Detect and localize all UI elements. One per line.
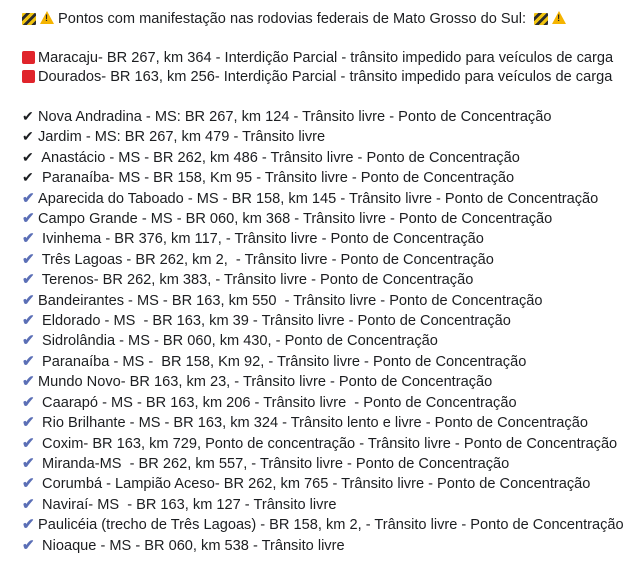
interdiction-list — [22, 49, 636, 88]
status-point-text: Jardim - MS: BR 267, km 479 - Trânsito livre — [38, 129, 326, 146]
status-point-text: Corumbá - Lampião Aceso- BR 262, km 765 - Trânsito livre - Ponto de Concentração — [38, 476, 591, 493]
warning-icon — [552, 11, 566, 24]
status-point-item — [22, 352, 636, 372]
status-point-item — [22, 107, 636, 127]
red-square-icon — [22, 51, 35, 64]
interdiction-text: Dourados- BR 163, km 256- Interdição Parcial - trânsito impedido para veículos de carga — [38, 69, 613, 86]
status-point-item — [22, 372, 636, 392]
warning-icon — [40, 11, 54, 24]
blue-check-icon: ✔ — [22, 189, 35, 207]
interdiction-item — [22, 68, 636, 87]
status-point-item — [22, 331, 636, 351]
status-point-text: Nova Andradina - MS: BR 267, km 124 - Trânsito livre - Ponto de Concentração — [38, 109, 552, 125]
status-point-text: Caarapó - MS - BR 163, km 206 - Trânsito livre - Ponto de Concentração — [38, 394, 517, 411]
blue-check-icon: ✔ — [22, 332, 35, 350]
status-point-item — [22, 148, 636, 168]
status-point-text: Sidrolândia - MS - BR 060, km 430, - Ponto de Concentração — [38, 333, 438, 350]
status-point-text: Mundo Novo- BR 163, km 23, - Trânsito livre - Ponto de Concentração — [38, 374, 493, 391]
status-point-text: Aparecida do Taboado - MS - BR 158, km 145 - Trânsito livre - Ponto de Concentração — [38, 190, 599, 207]
status-point-item — [22, 515, 626, 535]
status-point-item — [22, 127, 636, 147]
blue-check-icon: ✔ — [22, 291, 35, 309]
status-point-text: Eldorado - MS - BR 163, km 39 - Trânsito livre - Ponto de Concentração — [38, 313, 511, 330]
interdiction-item — [22, 49, 636, 68]
status-point-item — [22, 474, 636, 494]
status-point-item — [22, 291, 636, 311]
status-point-item — [22, 413, 636, 433]
blue-check-icon: ✔ — [22, 475, 35, 493]
header-line — [22, 10, 636, 29]
status-point-item — [22, 189, 636, 209]
blue-check-icon: ✔ — [22, 393, 35, 411]
status-point-text: Coxim- BR 163, km 729, Ponto de concentração - Trânsito livre - Ponto de Concentração — [38, 435, 618, 452]
status-point-item — [22, 270, 636, 290]
blue-check-icon: ✔ — [22, 352, 35, 370]
status-point-item — [22, 168, 636, 188]
status-point-text: Nioaque - MS - BR 060, km 538 - Trânsito livre — [38, 537, 345, 554]
blue-check-icon: ✔ — [22, 230, 35, 248]
status-point-item — [22, 536, 636, 556]
check-mark-icon: ✔ — [22, 148, 34, 165]
check-mark-icon: ✔ — [22, 128, 34, 145]
status-point-item — [22, 495, 636, 515]
construction-barrier-icon — [534, 13, 548, 25]
status-point-list — [22, 107, 636, 556]
status-point-text: Campo Grande - MS - BR 060, km 368 - Trânsito livre - Ponto de Concentração — [38, 211, 553, 228]
blue-check-icon: ✔ — [22, 495, 35, 513]
status-point-item — [22, 229, 636, 249]
interdiction-text: Maracaju- BR 267, km 364 - Interdição Parcial - trânsito impedido para veículos de carga — [38, 49, 614, 66]
header-text: Pontos com manifestação nas rodovias federais de Mato Grosso do Sul: — [58, 11, 527, 27]
status-point-item — [22, 250, 636, 270]
status-point-item — [22, 454, 636, 474]
status-point-item — [22, 209, 636, 229]
status-point-text: Anastácio - MS - BR 262, km 486 - Trânsito livre - Ponto de Concentração — [38, 149, 520, 166]
status-point-text: Paranaíba- MS - BR 158, Km 95 - Trânsito livre - Ponto de Concentração — [38, 170, 515, 187]
status-point-item — [22, 393, 636, 413]
status-point-text: Terenos- BR 262, km 383, - Trânsito livre - Ponto de Concentração — [38, 272, 474, 289]
red-square-icon — [22, 70, 35, 83]
status-point-text: Ivinhema - BR 376, km 117, - Trânsito livre - Ponto de Concentração — [38, 231, 484, 248]
blue-check-icon: ✔ — [22, 373, 35, 391]
check-mark-icon: ✔ — [22, 108, 34, 124]
status-point-text: Bandeirantes - MS - BR 163, km 550 - Trânsito livre - Ponto de Concentração — [38, 292, 543, 309]
blue-check-icon: ✔ — [22, 516, 35, 534]
status-point-text: Miranda-MS - BR 262, km 557, - Trânsito livre - Ponto de Concentração — [38, 455, 510, 472]
blue-check-icon: ✔ — [22, 434, 35, 452]
status-point-item — [22, 311, 636, 331]
blue-check-icon: ✔ — [22, 312, 35, 330]
status-point-text: Paulicéia (trecho de Três Lagoas) - BR 158, km 2, - Trânsito livre - Ponto de Concentração — [38, 517, 624, 534]
status-point-text: Paranaíba - MS - BR 158, Km 92, - Trânsito livre - Ponto de Concentração — [38, 353, 527, 370]
blue-check-icon: ✔ — [22, 250, 35, 268]
status-point-item — [22, 434, 626, 454]
blue-check-icon: ✔ — [22, 414, 35, 432]
blue-check-icon: ✔ — [22, 271, 35, 289]
check-mark-icon: ✔ — [22, 169, 34, 186]
construction-barrier-icon — [22, 13, 36, 25]
status-point-text: Rio Brilhante - MS - BR 163, km 324 - Trânsito lento e livre - Ponto de Concentração — [38, 415, 588, 432]
blue-check-icon: ✔ — [22, 210, 35, 228]
blue-check-icon: ✔ — [22, 454, 35, 472]
status-point-text: Três Lagoas - BR 262, km 2, - Trânsito livre - Ponto de Concentração — [38, 251, 494, 268]
status-point-text: Naviraí- MS - BR 163, km 127 - Trânsito livre — [38, 496, 337, 513]
blue-check-icon: ✔ — [22, 536, 35, 554]
